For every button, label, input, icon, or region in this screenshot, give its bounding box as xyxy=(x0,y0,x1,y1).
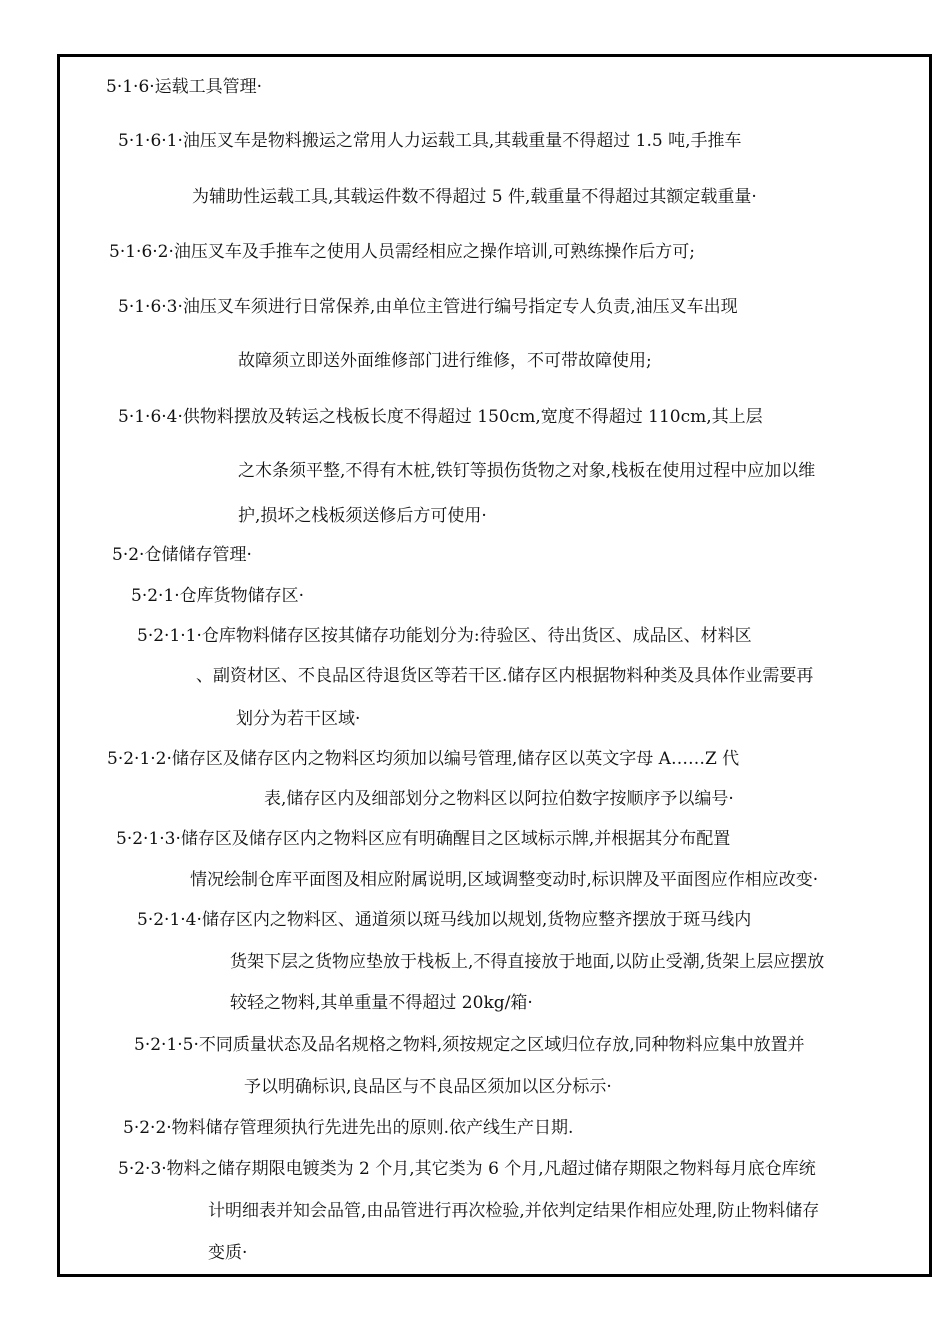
paragraph-5-2-1-2-line-1: 5·2·1·2·储存区及储存区内之物料区均须加以编号管理,储存区以英文字母 A……Z 代 xyxy=(107,749,740,769)
paragraph-5-1-6-4-line-1: 5·1·6·4·供物料摆放及转运之栈板长度不得超过 150cm,宽度不得超过 110cm,其上层 xyxy=(118,407,763,427)
paragraph-5-2-1-3-line-2: 情况绘制仓库平面图及相应附属说明,区域调整变动时,标识牌及平面图应作相应改变· xyxy=(190,870,819,890)
paragraph-5-2-3-line-3: 变质· xyxy=(208,1243,248,1263)
paragraph-5-1-6-2: 5·1·6·2·油压叉车及手推车之使用人员需经相应之操作培训,可熟练操作后方可; xyxy=(109,242,696,262)
paragraph-5-2-2: 5·2·2·物料储存管理须执行先进先出的原则.依产线生产日期. xyxy=(123,1118,574,1138)
heading-5-1-6: 5·1·6·运载工具管理· xyxy=(106,77,263,97)
paragraph-5-2-3-line-1: 5·2·3·物料之储存期限电镀类为 2 个月,其它类为 6 个月,凡超过储存期限之物料每月底仓库统 xyxy=(118,1159,816,1179)
heading-5-2: 5·2·仓储储存管理· xyxy=(112,545,252,565)
paragraph-5-1-6-3-line-2: 故障须立即送外面维修部门进行维修，不可带故障使用; xyxy=(238,351,652,371)
paragraph-5-2-1-4-line-1: 5·2·1·4·储存区内之物料区、通道须以斑马线加以规划,货物应整齐摆放于斑马线内 xyxy=(137,910,752,930)
paragraph-5-2-1-4-line-2: 货架下层之货物应垫放于栈板上,不得直接放于地面,以防止受潮,货架上层应摆放 xyxy=(230,952,825,972)
paragraph-5-2-1-1-line-1: 5·2·1·1·仓库物料储存区按其储存功能划分为:待验区、待出货区、成品区、材料区 xyxy=(137,626,752,646)
paragraph-5-2-1-1-line-3: 划分为若干区域· xyxy=(236,709,361,729)
paragraph-5-1-6-4-line-2: 之木条须平整,不得有木桩,铁钉等损伤货物之对象,栈板在使用过程中应加以维 xyxy=(238,461,816,481)
paragraph-5-1-6-4-line-3: 护,损坏之栈板须送修后方可使用· xyxy=(238,506,487,526)
paragraph-5-2-1-5-line-1: 5·2·1·5·不同质量状态及品名规格之物料,须按规定之区域归位存放,同种物料应集中放置并 xyxy=(134,1035,805,1055)
paragraph-5-2-1-5-line-2: 予以明确标识,良品区与不良品区须加以区分标示· xyxy=(244,1077,612,1097)
paragraph-5-2-1-4-line-3: 较轻之物料,其单重量不得超过 20kg/箱· xyxy=(230,993,533,1013)
paragraph-5-2-1-1-line-2: 、副资材区、不良品区待退货区等若干区.储存区内根据物料种类及具体作业需要再 xyxy=(196,666,814,686)
paragraph-5-1-6-1-line-2: 为辅助性运载工具,其载运件数不得超过 5 件,载重量不得超过其额定载重量· xyxy=(192,187,757,207)
paragraph-5-2-1-2-line-2: 表,储存区内及细部划分之物料区以阿拉伯数字按顺序予以编号· xyxy=(264,789,734,809)
paragraph-5-2-3-line-2: 计明细表并知会品管,由品管进行再次检验,并依判定结果作相应处理,防止物料储存 xyxy=(208,1201,820,1221)
heading-5-2-1: 5·2·1·仓库货物储存区· xyxy=(131,586,305,606)
paragraph-5-1-6-3-line-1: 5·1·6·3·油压叉车须进行日常保养,由单位主管进行编号指定专人负责,油压叉车出现 xyxy=(118,297,738,317)
paragraph-5-2-1-3-line-1: 5·2·1·3·储存区及储存区内之物料区应有明确醒目之区域标示牌,并根据其分布配置 xyxy=(116,829,731,849)
paragraph-5-1-6-1-line-1: 5·1·6·1·油压叉车是物料搬运之常用人力运载工具,其载重量不得超过 1.5 吨,手推车 xyxy=(118,131,742,151)
